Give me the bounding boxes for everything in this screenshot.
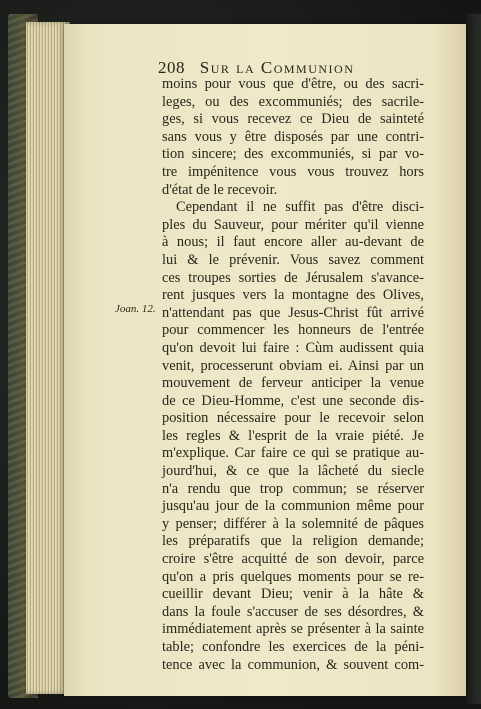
page-header bbox=[158, 58, 354, 78]
margin-reference: Joan. 12. bbox=[115, 303, 156, 315]
text-line: les préparatifs que la religion demande; bbox=[162, 533, 424, 550]
text-line: m'explique. Car faire ce qui se pratique au- bbox=[162, 445, 424, 462]
text-line: position nécessaire pour le recevoir selon bbox=[162, 410, 424, 427]
text-line: tence avec la communion, & souvent com- bbox=[162, 656, 424, 673]
text-line: tion sincere; des excommuniés, si par vo- bbox=[162, 146, 424, 163]
text-line: croire s'être acquitté de son devoir, parce bbox=[162, 551, 424, 568]
text-line: ces troupes sorties de Jérusalem s'avance- bbox=[162, 269, 424, 286]
text-line: y penser; différer à la solemnité de pâques bbox=[162, 515, 424, 532]
text-line: table; confondre les exercices de la péni- bbox=[162, 639, 424, 655]
body-text bbox=[162, 76, 424, 674]
text-line: rent jusques vers la montagne des Olives, bbox=[162, 287, 424, 304]
text-line: d'état de le recevoir. bbox=[162, 181, 278, 198]
text-line: jusqu'au jour de la communion même pour bbox=[162, 498, 424, 515]
text-line: n'attendant pas que Jesus-Christ fût arrivé bbox=[162, 304, 424, 321]
page-number: 208 bbox=[158, 58, 185, 77]
text-line: Cependant il ne suffit pas d'être disci- bbox=[176, 199, 424, 216]
text-line: les regles & l'esprit de la vraie piété. Je bbox=[162, 427, 424, 444]
text-line: jourd'hui, & ce que la lâcheté du siecle bbox=[162, 463, 424, 480]
text-line: ples du Sauveur, pour mériter qu'il vienne bbox=[162, 216, 424, 233]
text-line: leges, ou des excommuniés; des sacrile- bbox=[162, 93, 424, 110]
text-line: cueillir devant Dieu; venir à la hâte & bbox=[162, 586, 424, 603]
text-line: pour commencer les honneurs de l'entrée bbox=[162, 322, 424, 339]
text-line: lui & le prévenir. Vous savez comment bbox=[162, 251, 424, 268]
running-title: Sur la Communion bbox=[199, 58, 355, 77]
text-line: mouvement de ferveur anticiper la venue bbox=[162, 375, 424, 392]
text-line: tre impénitence vous vous trouvez hors bbox=[162, 163, 424, 180]
facing-binding bbox=[466, 14, 481, 704]
text-line: sans vous y être disposés par une contri- bbox=[162, 128, 424, 145]
text-line: à nous; il faut encore aller au-devant de bbox=[162, 234, 424, 251]
text-line: n'a rendu que trop commun; se réserver bbox=[162, 480, 424, 497]
text-line: qu'on devoit lui faire : Cùm audissent quia bbox=[162, 339, 424, 356]
text-line: ges, si vous recevez ce Dieu de sainteté bbox=[162, 111, 424, 128]
text-line: venit, processerunt obviam ei. Ainsi par un bbox=[162, 357, 424, 374]
text-line: qu'on a pris quelques moments pour se re- bbox=[162, 568, 424, 585]
text-line: moins pour vous que d'être, ou des sacri- bbox=[162, 76, 424, 92]
text-line: immédiatement après se présenter à la sainte bbox=[162, 621, 424, 638]
text-line: dans la foule s'accuser de ses désordres, & bbox=[162, 603, 424, 620]
text-line: de ce Dieu-Homme, c'est une seconde dis- bbox=[162, 392, 424, 409]
